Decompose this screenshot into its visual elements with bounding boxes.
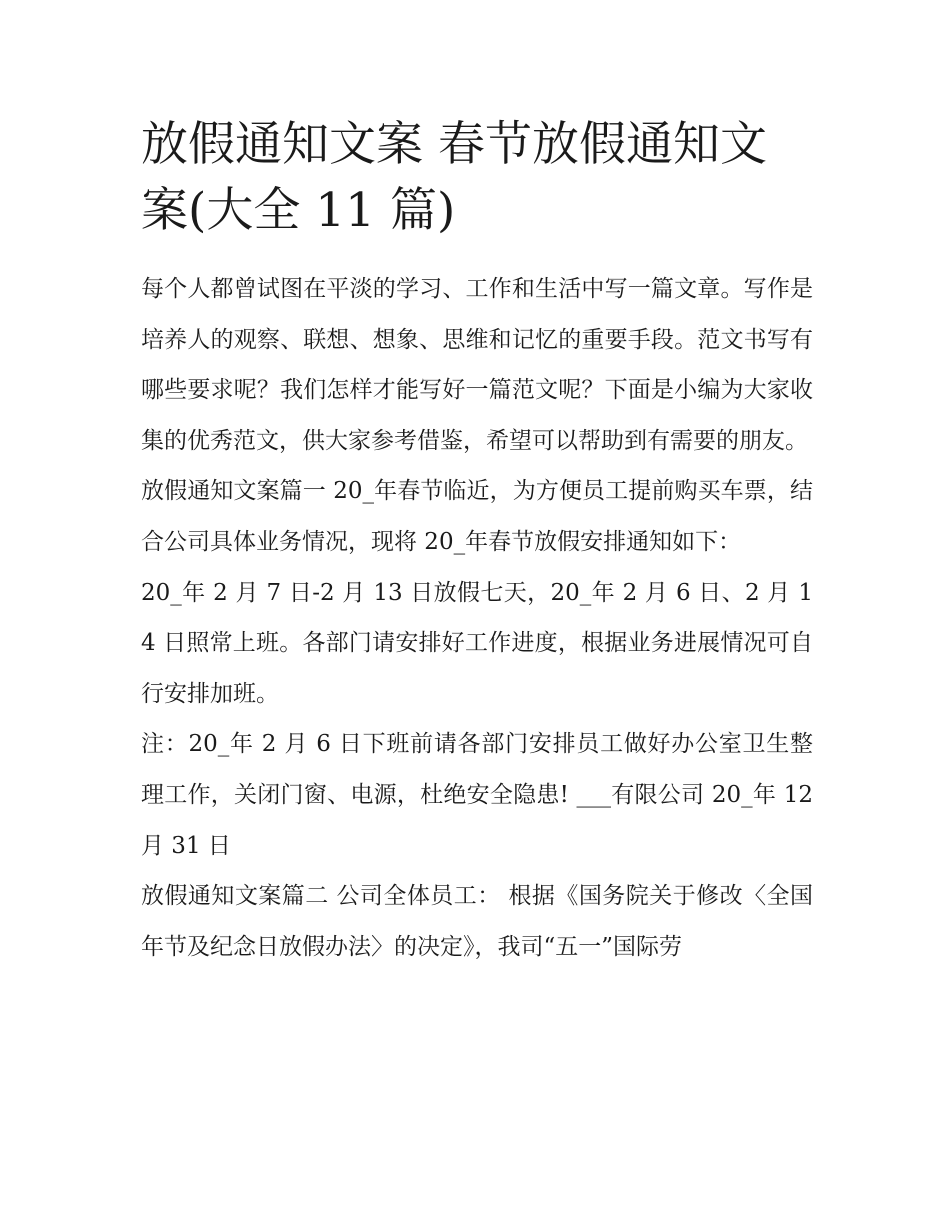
paragraph-notice-2: 放假通知文案篇二 公司全体员工： 根据《国务院关于修改〈全国年节及纪念日放假办法〉的决定》，我司“五一”国际劳 xyxy=(141,883,813,960)
document-title: 放假通知文案 春节放假通知文案(大全 11 篇) xyxy=(141,117,767,238)
paragraph-intro: 每个人都曾试图在平淡的学习、工作和生活中写一篇文章。写作是培养人的观察、联想、想象、思维和记忆的重要手段。范文书写有哪些要求呢？我们怎样才能写好一篇范文呢？下面是小编为大家收集的优秀范文，供大家参考借鉴，希望可以帮助到有需要的朋友。 xyxy=(141,276,813,454)
paragraph-note: 注：20_年 2 月 6 日下班前请各部门安排员工做好办公室卫生整理工作，关闭门窗、电源，杜绝安全隐患! ___有限公司 20_年 12 月 31 日 xyxy=(141,731,813,859)
paragraph-holiday-dates: 20_年 2 月 7 日-2 月 13 日放假七天，20_年 2 月 6 日、2 月 14 日照常上班。各部门请安排好工作进度，根据业务进展情况可自行安排加班。 xyxy=(141,579,813,707)
paragraph-notice-1: 放假通知文案篇一 20_年春节临近，为方便员工提前购买车票，结合公司具体业务情况，现将 20_年春节放假安排通知如下： xyxy=(141,478,813,555)
document-page xyxy=(141,112,813,972)
